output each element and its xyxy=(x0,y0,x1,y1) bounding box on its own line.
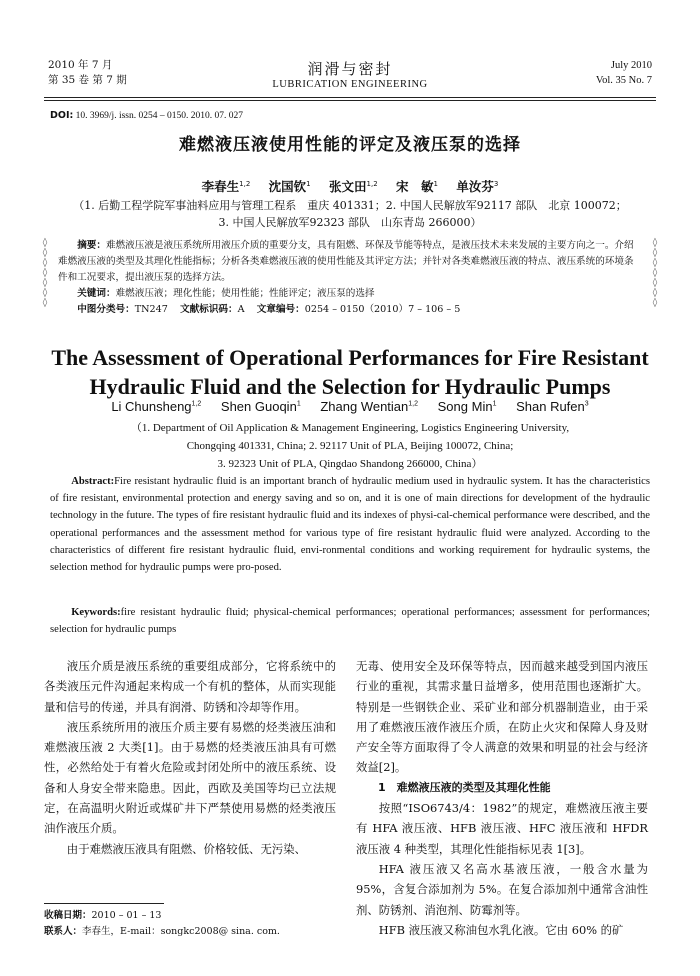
title-en-line2: Hydraulic Fluid and the Selection for Hydraulic Pumps xyxy=(89,374,611,399)
author-en: Song Min$^1$ xyxy=(437,399,497,414)
abstract-en-text: Fire resistant hydraulic fluid is an important branch of hydraulic medium used in hydraulic system. It has the characteristics of fire resistant, environmental protection and energy saving and so on, and it is one of main directions for development of the hydraulic technology in the future. The types of fire resistant hydraulic fluid and its indexes of physi-cal-chemical performance were described, and the operational performances and the assessment method for various type of fire resistant hydraulic fluid were analyzed. According to the characteristics of different fire resistant hydraulic fluid, envi-ronmental conditions and working requirement for hydraulic systems, the selection method for hydraulic pumps were pro-posed. xyxy=(50,476,650,574)
body-paragraph: 由于难燃液压液具有阻燃、价格较低、无污染、 xyxy=(66,841,307,856)
footnote xyxy=(44,908,280,940)
author-en: Shen Guoqin$^1$ xyxy=(220,399,301,414)
body-paragraph: 液压介质是液压系统的重要组成部分，它将系统中的各类液压元件沟通起来构成一个有机的整体，从而实现能量和信号的传递，并具有润滑、防锈和冷却等作用。 xyxy=(44,659,336,714)
body-paragraph: HFB 液压液又称油包水乳化液。它由 60% 的矿 xyxy=(378,922,624,937)
abstract-en-label: Abstract: xyxy=(71,476,115,487)
ornament-border-icon: ◊ ◊ ◊ ◊ ◊ ◊ ◊ xyxy=(42,238,48,308)
body-paragraph: HFA 液压液又名高水基液压液，一般含水量为 95%，含复合添加剂为 5%。在复合添加剂中通常含油性剂、防锈剂、消泡剂、防霉剂等。 xyxy=(356,861,648,917)
received-date: 收稿日期：2010 – 01 – 13 xyxy=(44,910,162,921)
ornament-border-icon: ◊ ◊ ◊ ◊ ◊ ◊ ◊ xyxy=(652,238,658,308)
title-cn: 难燃液压液使用性能的评定及液压泵的选择 xyxy=(179,135,521,155)
author-en: Zhang Wentian$^{1,2}$ xyxy=(320,399,419,414)
header-rule-thick xyxy=(44,97,656,98)
author-cn: 沈国钦$^1$ xyxy=(268,179,311,194)
footnote-rule xyxy=(44,903,164,904)
abstract-cn-text: 摘要：难燃液压液是液压系统所用液压介质的重要分支，具有阻燃、环保及节能等特点，是液压技术未来发展的主要方向之一。介绍难燃液压液的类型及其理化性能指标；分析各类难燃液压液的使用性能及其评定方法；并针对各类难燃液压液的特点、液压系统的环境条件和工况要求，提出液压泵的选择方法。 xyxy=(58,240,634,283)
keywords-en xyxy=(50,604,650,638)
author-cn: 李春生$^{1,2}$ xyxy=(201,179,251,194)
author-en: Li Chunsheng$^{1,2}$ xyxy=(111,399,202,414)
journal-name-cn: 润滑与密封 xyxy=(307,60,393,78)
body-paragraph: 无毒、使用安全及环保等特点，因而越来越受到国内液压行业的重视，其需求量日益增多，使用范围也逐渐扩大。特别是一些钢铁企业、采矿业和部分机器制造业，由于采用了难燃液压液作液压介质，在防止火灾和保障人身及财产安全等方面取得了令人满意的效果和明显的社会与经济效益[2]。 xyxy=(356,659,648,775)
affiliation-en-line3: 3. 92323 Unit of PLA, Qingdao Shandong 266000, China） xyxy=(217,458,483,470)
authors-en xyxy=(0,399,700,414)
issue-date-en: July 2010 xyxy=(610,60,652,71)
keywords-en-label: Keywords: xyxy=(71,607,121,618)
volume-issue-en: Vol. 35 No. 7 xyxy=(595,75,652,86)
journal-header xyxy=(48,58,652,98)
body-column-right xyxy=(356,656,648,940)
authors-cn xyxy=(0,177,700,195)
header-right xyxy=(596,58,652,88)
author-en: Shan Rufen$^3$ xyxy=(516,399,589,414)
classification-cn: 中图分类号：TN247 文献标识码：A 文章编号：0254 – 0150（2010）7 – 106 – 5 xyxy=(77,304,461,315)
doi-line xyxy=(50,110,243,121)
title-en xyxy=(0,343,700,401)
title-en-line1: The Assessment of Operational Performances for Fire Resistant xyxy=(51,345,649,370)
doi-value: 10. 3969/j. issn. 0254 – 0150. 2010. 07. 027 xyxy=(73,111,243,121)
section-heading: 1 难燃液压液的类型及其理化性能 xyxy=(378,780,551,794)
issue-date-cn: 2010 年 7 月 xyxy=(48,59,113,71)
header-center xyxy=(48,58,652,90)
doi-label: DOI: xyxy=(50,110,74,121)
body-paragraph: 液压系统所用的液压介质主要有易燃的烃类液压油和难燃液压液 2 大类[1]。由于易燃的烃类液压油具有可燃性，必然给处于有着火危险或封闭处所中的液压系统、设备和人身安全带来隐患。因此，西欧及美国等均已立法规定，在高温明火附近或煤矿井下严禁使用易燃的烃类液压油作液压介质。 xyxy=(44,719,336,836)
affiliations-cn xyxy=(32,197,668,231)
affiliation-cn-line1: （1. 后勤工程学院军事油料应用与管理工程系 重庆 401331；2. 中国人民解放军92117 部队 北京 100072； xyxy=(73,199,627,212)
affiliation-en-line1: （1. Department of Oil Application & Management Engineering, Logistics Engineering University, xyxy=(130,422,570,434)
affiliation-en-line2: Chongqing 401331, China; 2. 92117 Unit of PLA, Beijing 100072, China; xyxy=(186,440,514,452)
body-paragraph: 按照“ISO6743/4：1982”的规定，难燃液压液主要有 HFA 液压液、HFB 液压液、HFC 液压液和 HFDR 液压液 4 种类型，其理化性能指标见表 1[3]。 xyxy=(356,801,648,856)
contact-info: 联系人：李春生，E-mail：songkc2008@ sina. com. xyxy=(44,926,280,937)
abstract-cn xyxy=(58,238,642,318)
author-cn: 张文田$^{1,2}$ xyxy=(329,179,378,194)
header-rule-thin xyxy=(44,100,656,101)
affiliations-en xyxy=(40,419,660,473)
volume-issue-cn: 第 35 卷 第 7 期 xyxy=(48,74,127,86)
abstract-cn-box xyxy=(40,238,660,338)
keywords-cn: 关键词：难燃液压液；理化性能；使用性能；性能评定；液压泵的选择 xyxy=(77,288,375,299)
author-cn: 单汝芬$^3$ xyxy=(456,179,499,194)
abstract-en xyxy=(50,473,650,576)
author-cn: 宋 敏$^1$ xyxy=(396,179,438,194)
keywords-en-text: fire resistant hydraulic fluid; physical-chemical performances; operational performances; assessment for performances; selection for hydraulic pumps xyxy=(50,607,650,636)
journal-name-en: LUBRICATION ENGINEERING xyxy=(272,79,428,90)
body-column-left xyxy=(44,656,336,859)
affiliation-cn-line2: 3. 中国人民解放军92323 部队 山东青岛 266000） xyxy=(218,216,482,229)
